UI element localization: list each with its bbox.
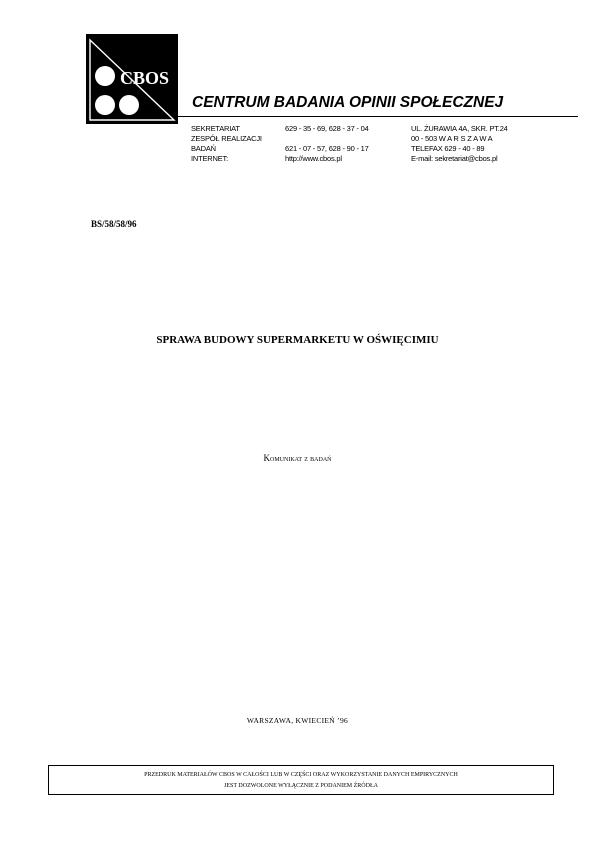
address-block xyxy=(411,124,508,164)
contact-spacer xyxy=(285,134,369,144)
document-title: SPRAWA BUDOWY SUPERMARKETU W OŚWIĘCIMIU xyxy=(156,334,439,346)
contact-label: ZESPÓŁ REALIZACJI xyxy=(191,134,262,143)
notice-line: PRZEDRUK MATERIAŁÓW CBOS W CAŁOŚCI LUB W CZĘŚCI ORAZ WYKORZYSTANIE DANYCH EMPIRYCZNYCH xyxy=(144,772,458,778)
contact-label: INTERNET: xyxy=(191,154,228,163)
email-link[interactable]: E-mail: sekretariat@cbos.pl xyxy=(411,154,498,163)
contact-values xyxy=(285,124,369,164)
city-date: WARSZAWA, KWIECIEŃ ’96 xyxy=(246,716,349,725)
notice-line: JEST DOZWOLONE WYŁĄCZNIE Z PODANIEM ŹRÓDŁA xyxy=(224,783,378,789)
document-reference: BS/58/58/96 xyxy=(91,219,137,229)
phone-numbers: 621 - 07 - 57, 628 - 90 - 17 xyxy=(285,144,369,153)
organization-name: CENTRUM BADANIA OPINII SPOŁECZNEJ xyxy=(192,94,504,111)
fax-number: TELEFAX 629 - 40 - 89 xyxy=(411,144,485,153)
logo-text: CBOS xyxy=(120,68,170,88)
city-address: 00 - 503 W A R S Z A W A xyxy=(411,134,493,143)
copyright-notice xyxy=(48,765,554,795)
header-divider xyxy=(178,116,578,117)
document-subtitle: Komunikat z badań xyxy=(263,453,332,463)
cbos-logo xyxy=(86,34,178,124)
phone-numbers: 629 - 35 - 69, 628 - 37 - 04 xyxy=(285,124,369,133)
contact-labels xyxy=(191,124,262,164)
contact-label: SEKRETARIAT xyxy=(191,124,240,133)
street-address: UL. ŻURAWIA 4A, SKR. PT.24 xyxy=(411,124,508,133)
website-link[interactable]: http://www.cbos.pl xyxy=(285,154,342,163)
contact-label: BADAŃ xyxy=(191,144,216,153)
